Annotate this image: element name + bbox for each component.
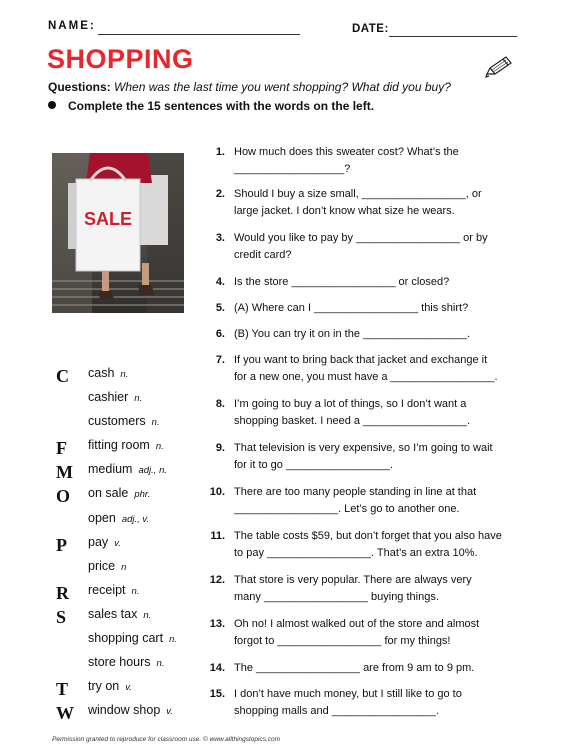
- vocab-item: [50, 699, 200, 723]
- sentence-text: [234, 352, 524, 386]
- vocab-word-group: [88, 607, 151, 621]
- vocab-word: pay: [88, 534, 109, 549]
- vocab-item: [50, 579, 200, 603]
- sentence-line-1: That television is very expensive, so I’m going to wait: [234, 442, 493, 454]
- vocab-letter: R: [56, 582, 69, 603]
- sentence-text: [234, 274, 524, 291]
- sentence-line-2: to pay _________________. That’s an extra 10%.: [234, 547, 478, 559]
- vocab-letter: T: [56, 679, 69, 700]
- vocab-word: try on: [88, 679, 120, 694]
- sentence-line-1: Would you like to pay by _________________ or by: [234, 232, 488, 244]
- name-blank-line: [98, 34, 300, 35]
- vocab-letter: O: [56, 486, 71, 507]
- part-of-speech: v.: [166, 706, 173, 718]
- vocab-letter: C: [56, 366, 69, 386]
- sentence-line-1: (B) You can try it on in the _________________.: [234, 328, 471, 340]
- vocab-word: customers: [88, 414, 146, 429]
- vocab-item: [50, 603, 200, 627]
- part-of-speech: n.: [155, 441, 164, 453]
- sentence-text: [234, 230, 524, 264]
- shopping-photo: [52, 153, 184, 313]
- part-of-speech: adj., v.: [121, 513, 150, 525]
- pencil-icon: [484, 54, 514, 78]
- vocab-word-group: [88, 703, 173, 717]
- sentence-number: 3.: [215, 232, 225, 244]
- date-blank-line: [389, 36, 517, 37]
- sentence-number: 1.: [215, 146, 225, 158]
- vocab-word: window shop: [88, 703, 161, 718]
- vocab-word: price: [88, 558, 116, 573]
- sentence-text: [234, 440, 524, 474]
- sentence-line-1: That store is very popular. There are always very: [234, 574, 472, 586]
- sentence-line-2: shopping basket. I need a _________________.: [234, 415, 471, 427]
- sentence-number: 9.: [215, 442, 225, 454]
- vocab-word: on sale: [88, 486, 129, 501]
- sentence-number: 11.: [210, 530, 225, 542]
- vocab-item: [50, 434, 200, 458]
- part-of-speech: n.: [120, 369, 129, 380]
- bullet-icon: [48, 101, 56, 109]
- sentence-number: 4.: [215, 276, 225, 288]
- vocab-word-group: [88, 511, 149, 525]
- sentence-number: 15.: [209, 688, 225, 700]
- part-of-speech: n.: [169, 634, 177, 646]
- part-of-speech: n.: [131, 585, 140, 597]
- sentence-line-1: (A) Where can I _________________ this shirt?: [234, 302, 469, 314]
- vocab-word-group: [88, 414, 160, 428]
- sentence-text: [234, 572, 524, 606]
- part-of-speech: v.: [114, 537, 121, 549]
- sentence-line-1: There are too many people standing in line at that: [234, 486, 477, 498]
- instruction-text: Complete the 15 sentences with the words on the left.: [68, 99, 375, 113]
- questions-line: [48, 80, 451, 94]
- sentence-number: 14.: [209, 662, 225, 674]
- vocab-word-group: [88, 583, 139, 597]
- part-of-speech: n: [121, 561, 127, 573]
- vocab-word-group: [88, 438, 164, 452]
- vocab-item: [50, 507, 200, 531]
- vocab-item: [50, 482, 200, 506]
- vocab-letter: F: [56, 438, 67, 459]
- sentence-line-1: Should I buy a size small, _________________, or: [234, 188, 482, 200]
- vocab-item: [50, 531, 200, 555]
- vocab-letter: S: [56, 606, 67, 627]
- vocab-word: cashier: [88, 390, 129, 405]
- part-of-speech: n.: [143, 609, 152, 621]
- instruction: [48, 99, 374, 113]
- vocab-item: [50, 627, 200, 651]
- vocab-item: [50, 386, 200, 410]
- sentence-number: 7.: [215, 354, 225, 366]
- vocab-word-group: [88, 486, 150, 500]
- photo-sale-sign: SALE: [83, 209, 133, 229]
- vocab-item: [50, 555, 200, 579]
- sentence-line-1: Is the store _________________ or closed?: [234, 276, 450, 288]
- sentence-text: [234, 616, 524, 650]
- sentence-line-2: for it to go _________________.: [234, 459, 394, 471]
- vocab-word: cash: [88, 366, 115, 380]
- vocab-word-group: [88, 631, 177, 645]
- questions-text: When was the last time you went shopping? What did you buy?: [114, 80, 451, 94]
- vocab-word: shopping cart: [88, 631, 164, 646]
- vocab-item: [50, 410, 200, 434]
- sentence-text: [234, 396, 524, 430]
- page-title: SHOPPING: [47, 44, 194, 74]
- footer: Permission granted to reproduce for classroom use. © www.allthingstopics.com: [52, 736, 281, 743]
- sentence-line-1: If you want to bring back that jacket and exchange it: [234, 354, 488, 366]
- sentence-line-2: _________________. Let’s go to another one.: [234, 503, 460, 515]
- vocab-word-group: [88, 390, 142, 404]
- vocabulary-list: [50, 362, 200, 723]
- sentence-line-2: shopping malls and _________________.: [234, 705, 439, 717]
- vocab-word: open: [88, 510, 116, 525]
- part-of-speech: phr.: [134, 489, 151, 501]
- vocab-item: [50, 458, 200, 482]
- sentence-line-2: forgot to _________________ for my things!: [234, 635, 451, 647]
- vocab-item: [50, 675, 200, 699]
- vocab-word-group: [88, 462, 167, 476]
- sentence-line-1: I’m going to buy a lot of things, so I don’t want a: [234, 398, 467, 410]
- sentence-number: 5.: [215, 302, 225, 314]
- part-of-speech: v.: [125, 682, 132, 694]
- sentence-line-1: Oh no! I almost walked out of the store and almost: [234, 618, 480, 630]
- sentence-line-2: credit card?: [234, 249, 292, 261]
- sentence-text: [234, 484, 524, 518]
- sentence-number: 13.: [209, 618, 225, 630]
- sentence-text: [234, 144, 524, 178]
- vocab-word-group: [88, 679, 132, 693]
- sentence-text: [234, 660, 524, 677]
- vocab-word: sales tax: [88, 606, 138, 621]
- date-label: DATE:: [352, 23, 389, 35]
- part-of-speech: adj., n.: [138, 465, 167, 477]
- questions-label: Questions:: [48, 80, 111, 94]
- sentence-line-2: large jacket. I don’t know what size he wears.: [234, 205, 455, 217]
- sentence-line-1: How much does this sweater cost? What’s the: [234, 146, 459, 158]
- vocab-word: store hours: [88, 655, 151, 670]
- sentence-line-1: The _________________ are from 9 am to 9 pm.: [234, 662, 475, 674]
- part-of-speech: n.: [151, 417, 160, 429]
- sentence-number: 8.: [215, 398, 225, 410]
- vocab-word-group: [88, 559, 126, 573]
- sentence-number: 2.: [215, 188, 225, 200]
- sentence-text: [234, 528, 524, 562]
- sentence-line-1: The table costs $59, but don’t forget that you also have: [234, 530, 502, 542]
- vocab-letter: P: [56, 534, 67, 555]
- vocab-word-group: [88, 366, 128, 380]
- sentence-line-1: I don’t have much money, but I still like to go to: [234, 688, 462, 700]
- sentence-line-2: __________________?: [234, 163, 351, 175]
- vocab-letter: W: [56, 703, 74, 724]
- part-of-speech: n.: [156, 658, 165, 670]
- sentence-number: 10.: [209, 486, 225, 498]
- vocab-word-group: [88, 655, 164, 669]
- name-label: NAME:: [48, 20, 96, 32]
- sentence-line-2: many _________________ buying things.: [234, 591, 439, 603]
- vocab-word-group: [88, 535, 121, 549]
- sentence-text: [234, 186, 524, 220]
- vocab-letter: M: [56, 462, 73, 483]
- sentence-text: [234, 326, 524, 343]
- part-of-speech: n.: [134, 393, 143, 405]
- sentence-number: 6.: [215, 328, 225, 340]
- sentence-text: [234, 300, 524, 317]
- vocab-item: [50, 651, 200, 675]
- sentence-number: 12.: [209, 574, 225, 586]
- sentence-text: [234, 686, 524, 720]
- vocab-word: medium: [88, 462, 133, 477]
- sentence-line-2: for a new one, you must have a _________________.: [234, 371, 498, 383]
- vocab-word: receipt: [88, 582, 126, 597]
- vocab-word: fitting room: [88, 438, 150, 453]
- vocab-item: [50, 362, 200, 386]
